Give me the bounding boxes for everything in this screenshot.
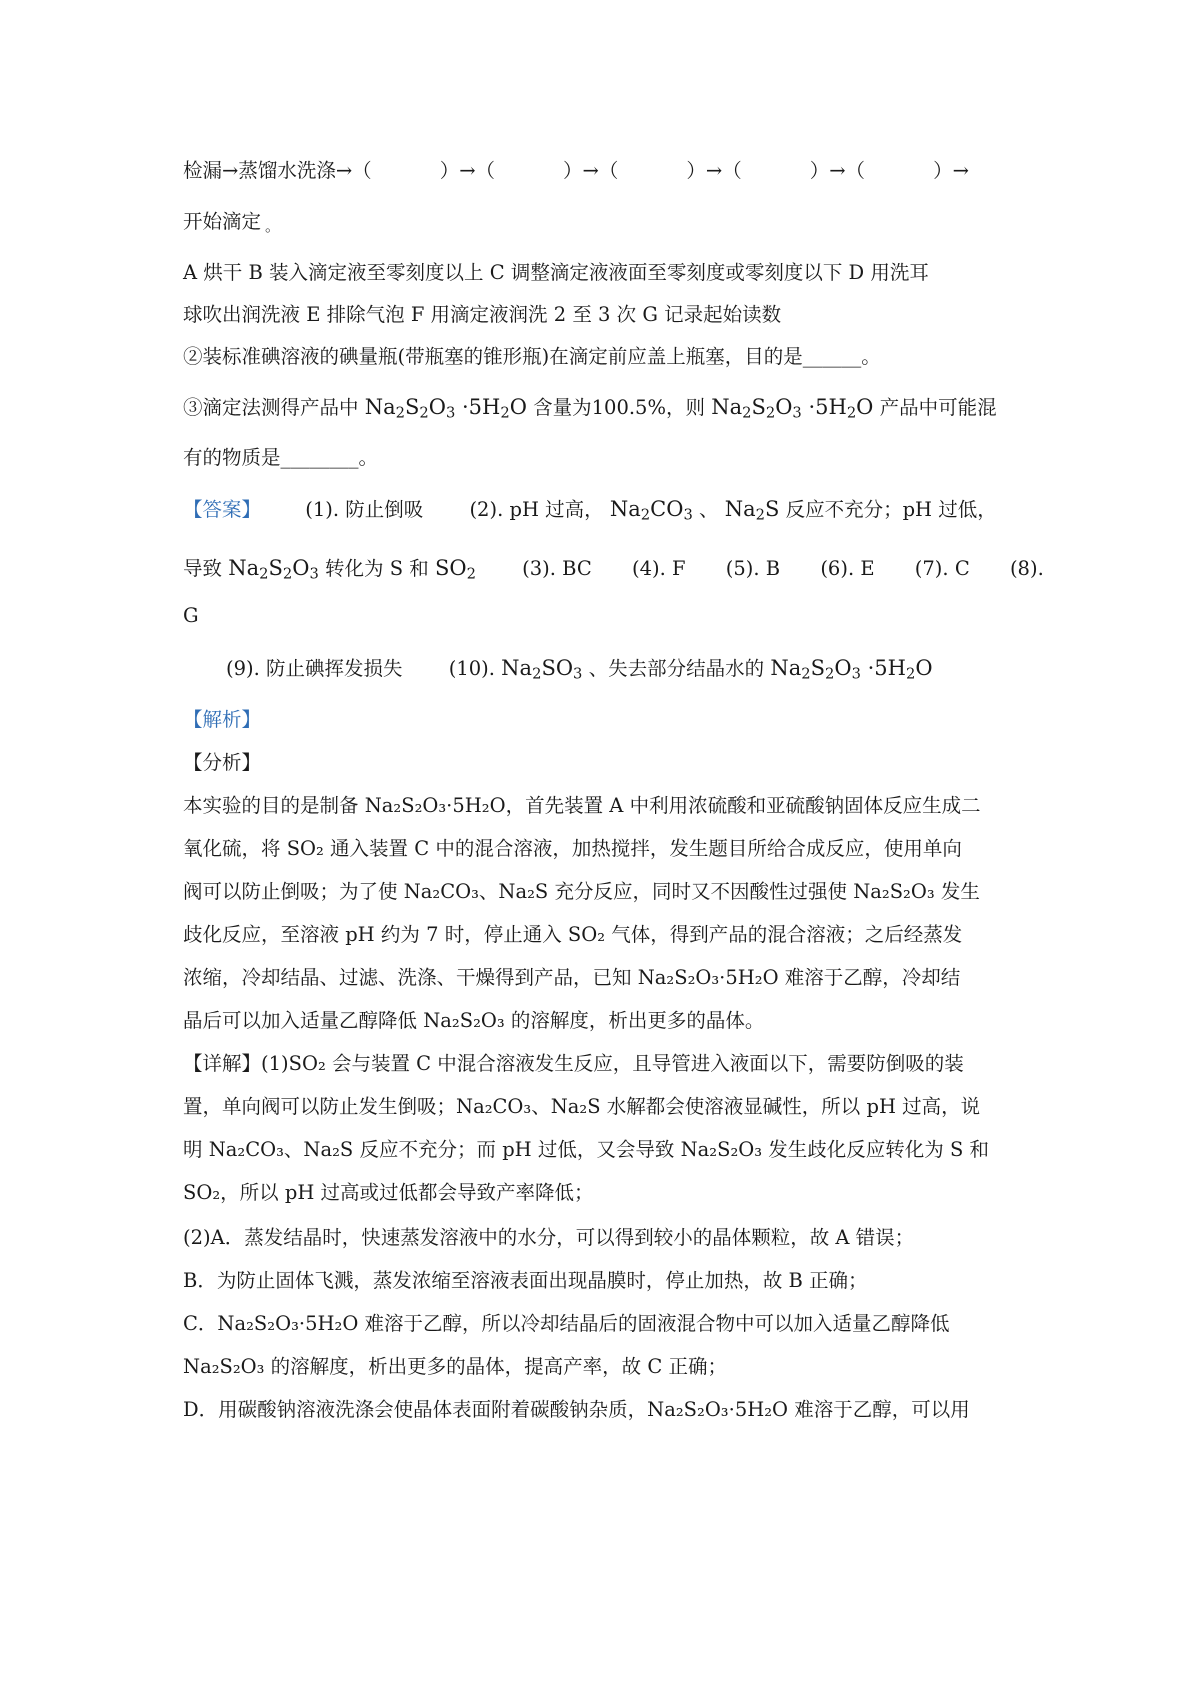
detail-line: B．为防止固体飞溅，蒸发浓缩至溶液表面出现晶膜时，停止加热，故 B 正确； bbox=[183, 1269, 868, 1292]
sequence-slot-1: ）→（ bbox=[439, 159, 496, 182]
answer-line-2 bbox=[183, 553, 1044, 584]
answer-1: (1). 防止倒吸 bbox=[305, 498, 424, 521]
answer-line-4 bbox=[226, 653, 1066, 684]
formula-so2: $SO_2$ bbox=[434, 556, 476, 583]
answer-6: (6). E bbox=[820, 557, 875, 580]
sequence-end-line bbox=[183, 207, 1023, 241]
answer-9: (9). 防止碘挥发损失 bbox=[226, 657, 403, 680]
answer-2-mid: 反应不充分；pH 过低， bbox=[785, 498, 997, 521]
sequence-prefix: 检漏→蒸馏水洗涤→（ bbox=[183, 159, 372, 182]
jiexi-tag: 【解析】 bbox=[183, 708, 262, 731]
detail-line: SO₂，所以 pH 过高或过低都会导致产率降低； bbox=[183, 1181, 594, 1204]
answer-line-1 bbox=[183, 494, 1023, 525]
answer-2-line2-prefix: 导致 bbox=[183, 557, 223, 580]
analysis-line: 浓缩，冷却结晶、过滤、洗涤、干燥得到产品，已知 Na₂S₂O₃·5H₂O 难溶于乙醇，冷却结 bbox=[183, 966, 961, 989]
answer-line-3: G bbox=[183, 604, 199, 627]
answer-2-prefix: (2). pH 过高， bbox=[469, 498, 604, 521]
formula-na2s2o3-5h2o: $Na_2S_2O_3 \cdot 5H_2O$ bbox=[364, 395, 527, 422]
q3-mid: 含量为100.5%，则 bbox=[533, 396, 705, 419]
sequence-slot-2: ）→（ bbox=[563, 159, 619, 182]
detail-line: 明 Na₂CO₃、Na₂S 反应不充分；而 pH 过低，又会导致 Na₂S₂O₃ 发生歧化反应转化为 S 和 bbox=[183, 1138, 990, 1161]
question-2: ②装标准碘溶液的碘量瓶(带瓶塞的锥形瓶)在滴定前应盖上瓶塞，目的是______。 bbox=[183, 345, 881, 368]
analysis-line: 氧化硫，将 SO₂ 通入装置 C 中的混合溶液，加热搅拌，发生题目所给合成反应，使用单向 bbox=[183, 837, 962, 860]
detail-line: C．Na₂S₂O₃·5H₂O 难溶于乙醇，所以冷却结晶后的固液混合物中可以加入适量乙醇降低 bbox=[183, 1312, 950, 1335]
formula-na2s2o3: $Na_2S_2O_3$ bbox=[228, 556, 319, 583]
separator: 、 bbox=[699, 498, 719, 521]
sequence-slot-5: ）→ bbox=[933, 159, 969, 182]
sequence-end-mark: 。 bbox=[265, 217, 281, 235]
detail-line: Na₂S₂O₃ 的溶解度，析出更多的晶体，提高产率，故 C 正确； bbox=[183, 1355, 728, 1378]
options-line-2: 球吹出润洗液 E 排除气泡 F 用滴定液润洗 2 至 3 次 G 记录起始读数 bbox=[183, 303, 782, 326]
answer-10-mid: 、失去部分结晶水的 bbox=[588, 657, 765, 680]
answer-tag: 【答案】 bbox=[183, 498, 262, 521]
answer-10-prefix: (10). bbox=[448, 657, 495, 680]
q3-prefix: ③滴定法测得产品中 bbox=[183, 396, 359, 419]
formula-na2so3: $Na_2SO_3$ bbox=[501, 656, 583, 683]
formula-na2s2o3-5h2o-3: $Na_2S_2O_3 \cdot 5H_2O$ bbox=[770, 656, 933, 683]
detail-line: 【详解】(1)SO₂ 会与装置 C 中混合溶液发生反应，且导管进入液面以下，需要防倒吸的装 bbox=[183, 1052, 964, 1075]
formula-na2co3: $Na_2CO_3$ bbox=[609, 497, 693, 524]
answer-2-line2-mid: 转化为 S 和 bbox=[325, 557, 429, 580]
question-3-line-2: 有的物质是________。 bbox=[183, 446, 379, 469]
detail-line: D．用碳酸钠溶液洗涤会使晶体表面附着碳酸钠杂质，Na₂S₂O₃·5H₂O 难溶于乙醇，可以用 bbox=[183, 1398, 970, 1421]
options-line-1: A 烘干 B 装入滴定液至零刻度以上 C 调整滴定液液面至零刻度或零刻度以下 D 用洗耳 bbox=[183, 261, 929, 284]
answer-5: (5). B bbox=[725, 557, 781, 580]
sequence-slot-3: ）→（ bbox=[686, 159, 742, 182]
answer-3: (3). BC bbox=[522, 557, 592, 580]
answer-7: (7). C bbox=[914, 557, 970, 580]
q3-suffix: 产品中可能混 bbox=[879, 396, 997, 419]
fenxi-tag: 【分析】 bbox=[183, 751, 262, 774]
sequence-slot-4: ）→（ bbox=[809, 159, 866, 182]
sequence-line bbox=[183, 156, 1023, 186]
formula-na2s: $Na_2S$ bbox=[724, 497, 780, 524]
answer-8: (8). bbox=[1009, 557, 1044, 580]
analysis-line: 歧化反应，至溶液 pH 约为 7 时，停止通入 SO₂ 气体，得到产品的混合溶液；之后经蒸发 bbox=[183, 923, 963, 946]
detail-line: (2)A．蒸发结晶时，快速蒸发溶液中的水分，可以得到较小的晶体颗粒，故 A 错误； bbox=[183, 1226, 915, 1249]
analysis-line: 晶后可以加入适量乙醇降低 Na₂S₂O₃ 的溶解度，析出更多的晶体。 bbox=[183, 1009, 765, 1032]
sequence-end: 开始滴定 bbox=[183, 210, 262, 233]
detail-line: 置，单向阀可以防止发生倒吸；Na₂CO₃、Na₂S 水解都会使溶液显碱性，所以 pH 过高，说 bbox=[183, 1095, 981, 1118]
analysis-line: 阀可以防止倒吸；为了使 Na₂CO₃、Na₂S 充分反应，同时又不因酸性过强使 Na₂S₂O₃ 发生 bbox=[183, 880, 980, 903]
question-3-line-1 bbox=[183, 392, 1023, 423]
analysis-line: 本实验的目的是制备 Na₂S₂O₃·5H₂O，首先装置 A 中利用浓硫酸和亚硫酸钠固体反应生成二 bbox=[183, 794, 981, 817]
answer-4: (4). F bbox=[632, 557, 686, 580]
formula-na2s2o3-5h2o-2: $Na_2S_2O_3 \cdot 5H_2O$ bbox=[711, 395, 874, 422]
